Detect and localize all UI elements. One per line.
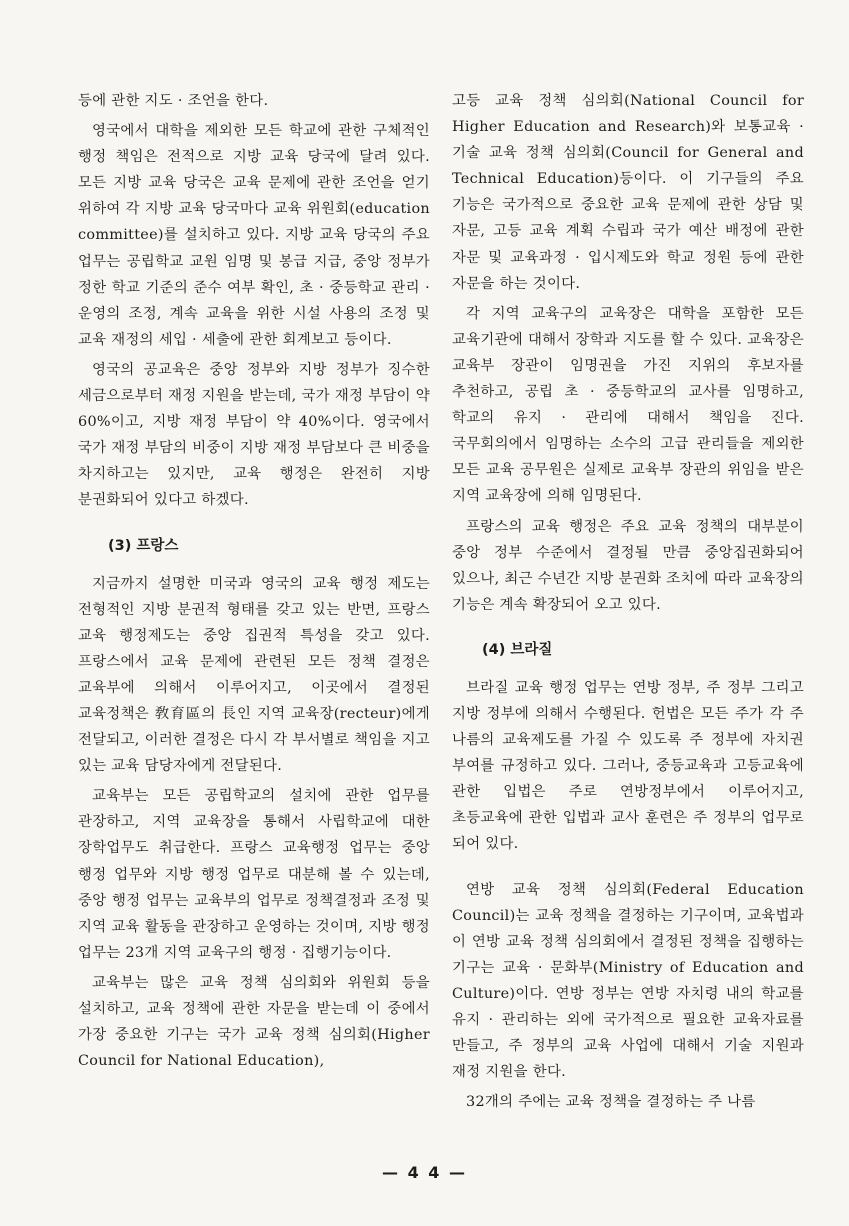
- page-number: — 4 4 —: [382, 1163, 467, 1182]
- left-column: [78, 88, 430, 1074]
- section-heading-brazil: (4) 브라질: [482, 641, 553, 658]
- paragraph: 등에 관한 지도 · 조언을 한다.: [78, 93, 269, 109]
- paragraph: 연방 교육 정책 심의회(Federal Education Council)는 교육 정책을 결정하는 기구이며, 교육법과 이 연방 교육 정책 심의회에서 결정된 정책을 집행하는 기구는 교육 · 문화부(Ministry of Education and Culture)이다. 연방 정부는 연방 자치령 내의 학교를 유지 · 관리하는 외에 국가적으로 필요한 교육자료를 만들고, 주 정부의 교육 사업에 대해서 기술 지원과 재정 지원을 한다.: [452, 881, 804, 1081]
- paragraph: 브라질 교육 행정 업무는 연방 정부, 주 정부 그리고 지방 정부에 의해서 수행된다. 헌법은 모든 주가 각 주 나름의 교육제도를 가질 수 있도록 주 정부에 자치권 부여를 규정하고 있다. 그러나, 중등교육과 고등교육에 관한 입법은 주로 연방정부에서 이루어지고, 초등교육에 관한 입법과 교사 훈련은 주 정부의 업무로 되어 있다.: [452, 679, 804, 853]
- paragraph: 영국의 공교육은 중앙 정부와 지방 정부가 징수한 세금으로부터 재정 지원을 받는데, 국가 재정 부담이 약 60%이고, 지방 재정 부담이 약 40%이다. 영국에서 국가 재정 부담의 비중이 지방 재정 부담보다 큰 비중을 차지하고는 있지만, 교육 행정은 완전히 지방 분권화되어 있다고 하겠다.: [78, 361, 430, 509]
- paragraph: 교육부는 많은 교육 정책 심의회와 위원회 등을 설치하고, 교육 정책에 관한 자문을 받는데 이 중에서 가장 중요한 기구는 국가 교육 정책 심의회(Higher Council for National Education),: [78, 974, 430, 1070]
- paragraph: 각 지역 교육구의 교육장은 대학을 포함한 모든 교육기관에 대해서 장학과 지도를 할 수 있다. 교육장은 교육부 장관이 임명권을 가진 지위의 후보자를 추천하고, 공립 초 · 중등학교의 교사를 임명하고, 학교의 유지 · 관리에 대해서 책임을 진다. 국무회의에서 임명하는 소수의 고급 관리들을 제외한 모든 교육 공무원은 실제로 교육부 장관의 위임을 받은 지역 교육장에 의해 임명된다.: [452, 305, 804, 505]
- paragraph: 고등 교육 정책 심의회(National Council for Higher Education and Research)와 보통교육 · 기술 교육 정책 심의회(Council for General and Technical Education)등이다. 이 기구들의 주요 기능은 국가적으로 중요한 교육 문제에 관한 상담 및 자문, 고등 교육 계획 수립과 국가 예산 배정에 관한 자문 및 교육과정 · 입시제도와 학교 정원 등에 관한 자문을 하는 것이다.: [452, 93, 804, 292]
- paragraph: 영국에서 대학을 제외한 모든 학교에 관한 구체적인 행정 책임은 전적으로 지방 교육 당국에 달려 있다. 모든 지방 교육 당국은 교육 문제에 관한 조언을 얻기 위하여 각 지방 교육 당국마다 교육 위원회(education committee)를 설치하고 있다. 지방 교육 당국의 주요 업무는 공립학교 교원 임명 및 봉급 지급, 중앙 정부가 정한 학교 기준의 준수 여부 확인, 초 · 중등학교 관리 · 운영의 조정, 계속 교육을 위한 시설 사용의 조정 및 교육 재정의 세입 · 세출에 관한 회계보고 등이다.: [78, 123, 430, 348]
- right-column: [452, 88, 804, 1115]
- section-heading-france: (3) 프랑스: [108, 537, 179, 554]
- paragraph: 프랑스의 교육 행정은 주요 교육 정책의 대부분이 중앙 정부 수준에서 결정될 만큼 중앙집권화되어 있으나, 최근 수년간 지방 분권화 조치에 따라 교육장의 기능은 계속 확장되어 오고 있다.: [452, 518, 804, 613]
- paragraph: 교육부는 모든 공립학교의 설치에 관한 업무를 관장하고, 지역 교육장을 통해서 사립학교에 대한 장학업무도 취급한다. 프랑스 교육행정 업무는 중앙 행정 업무와 지방 행정 업무로 대분해 볼 수 있는데, 중앙 행정 업무는 교육부의 업무로 정책결정과 조정 및 지역 교육 활동을 관장하고 운영하는 것이며, 지방 행정 업무는 23개 지역 교육구의 행정 · 집행기능이다.: [78, 788, 430, 961]
- paragraph: 32개의 주에는 교육 정책을 결정하는 주 나름: [466, 1094, 756, 1111]
- paragraph: 지금까지 설명한 미국과 영국의 교육 행정 제도는 전형적인 지방 분권적 형태를 갖고 있는 반면, 프랑스 교육 행정제도는 중앙 집권적 특성을 갖고 있다. 프랑스에서 교육 문제에 관련된 모든 정책 결정은 교육부에 의해서 이루어지고, 이곳에서 결정된 교육정책은 敎育區의 長인 지역 교육장(recteur)에게 전달되고, 이러한 결정은 다시 각 부서별로 책임을 지고 있는 교육 담당자에게 전달된다.: [78, 575, 430, 775]
